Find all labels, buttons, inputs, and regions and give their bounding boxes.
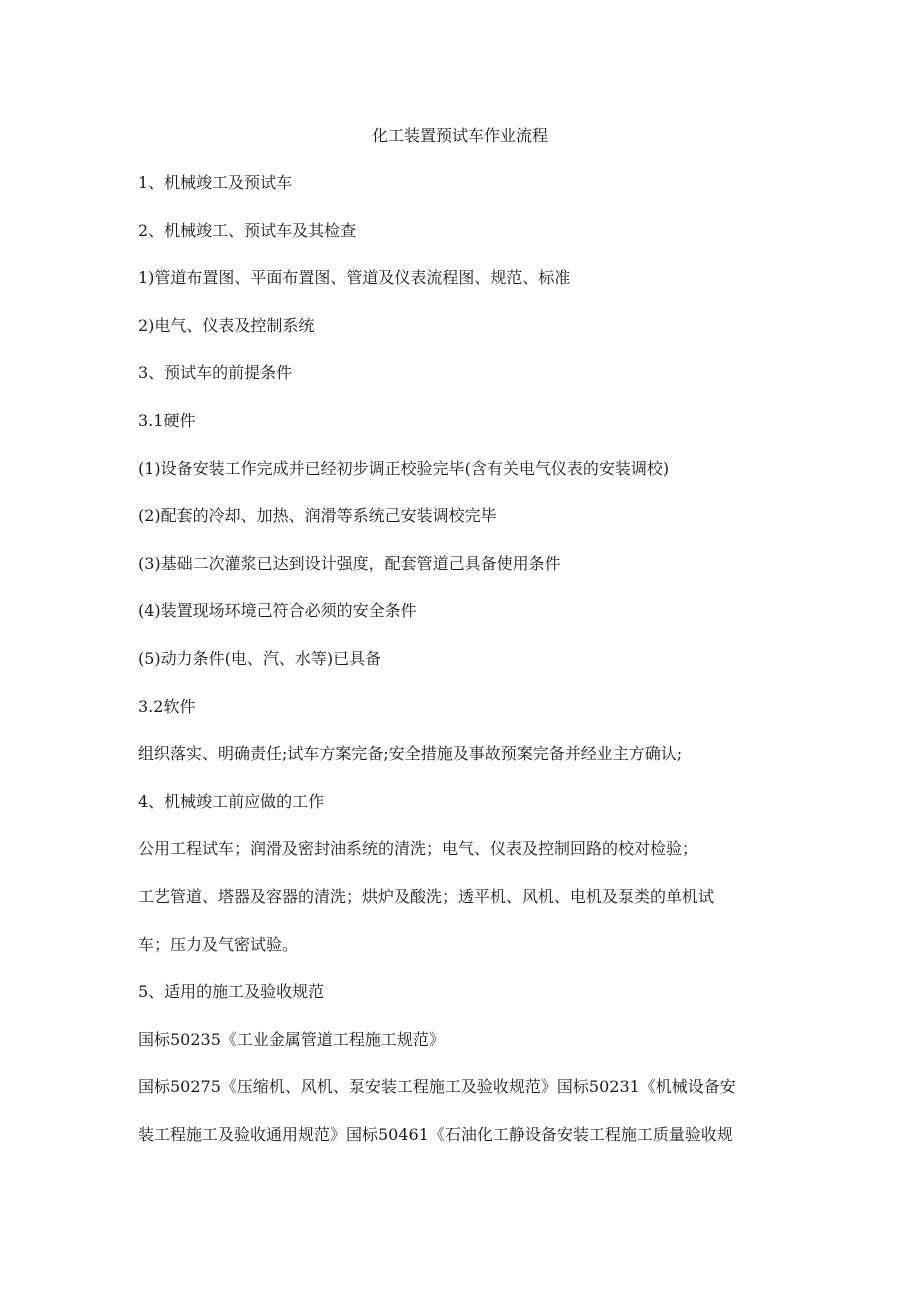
text-line: 4、机械竣工前应做的工作	[138, 791, 325, 811]
text-line: 3.1硬件	[138, 410, 196, 430]
text-line: 公用工程试车；润滑及密封油系统的清洗；电气、仪表及控制回路的校对检验；	[138, 839, 699, 859]
text-line: (4)装置现场环境己符合必须的安全条件	[138, 601, 417, 621]
text-line: 1)管道布置图、平面布置图、管道及仪表流程图、规范、标准	[138, 268, 571, 288]
text-line: 1、机械竣工及预试车	[138, 173, 293, 192]
text-line: 5、适用的施工及验收规范	[138, 982, 325, 1002]
document-title: 化工装置预试车作业流程	[371, 126, 548, 145]
text-line: 3、预试车的前提条件	[138, 363, 293, 383]
text-line: (3)基础二次灌浆已达到设计强度，配套管道己具备使用条件	[138, 553, 561, 573]
text-line: (5)动力条件(电、汽、水等)已具备	[138, 648, 382, 668]
text-line: 工艺管道、塔器及容器的清洗；烘炉及酸洗；透平机、风机、电机及泵类的单机试	[138, 886, 715, 906]
text-line: (1)设备安装工作完成并已经初步调正校验完毕(含有关电气仪表的安装调校)	[138, 458, 670, 478]
text-line: 车；压力及气密试验。	[138, 934, 299, 954]
text-line: (2)配套的冷却、加热、润滑等系统己安装调校完毕	[138, 506, 497, 526]
text-line: 2、机械竣工、预试车及其检查	[138, 220, 357, 240]
text-line: 国标50275《压缩机、风机、泵安装工程施工及验收规范》国标50231《机械设备安	[138, 1077, 736, 1097]
text-line: 2)电气、仪表及控制系统	[138, 315, 315, 335]
text-line: 组织落实、明确责任;试车方案完备;安全措施及事故预案完备并经业主方确认;	[138, 744, 683, 764]
text-line: 国标50235《工业金属管道工程施工规范》	[138, 1029, 445, 1049]
text-line: 装工程施工及验收通用规范》国标50461《石油化工静设备安装工程施工质量验收规	[138, 1124, 733, 1144]
document-body	[138, 171, 778, 1170]
text-line: 3.2软件	[138, 696, 196, 716]
